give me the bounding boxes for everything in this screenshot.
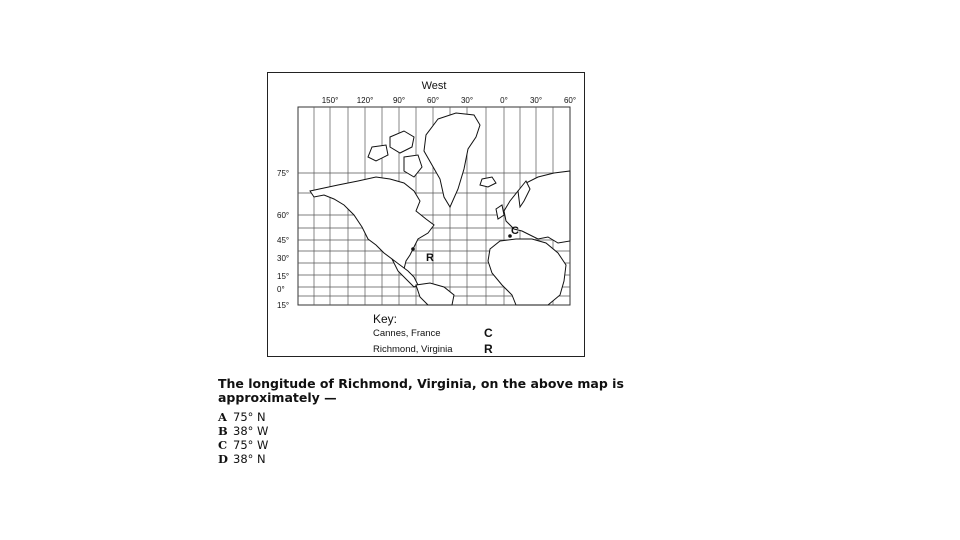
option-letter: A (218, 410, 227, 424)
latitude-labels (277, 169, 289, 310)
longitude-label: 120° (356, 96, 374, 105)
north-america-landmass (310, 177, 434, 269)
option-letter: B (218, 424, 228, 438)
question-stem (218, 377, 648, 405)
option-text: 38° W (233, 424, 269, 438)
option-text: 38° N (233, 452, 266, 466)
longitude-label: 150° (321, 96, 339, 105)
map-key (373, 312, 493, 356)
key-title: Key: (373, 312, 398, 326)
world-map-figure (267, 72, 585, 357)
question-stem-line: The longitude of Richmond, Virginia, on the above map is (218, 376, 624, 391)
option-letter: D (218, 452, 228, 466)
latitude-label: 30° (277, 254, 290, 263)
longitude-label: 0° (500, 96, 508, 105)
map-graphic (268, 73, 586, 358)
key-symbol: R (484, 342, 493, 356)
iceland-landmass (480, 177, 496, 187)
latitude-label: 15° (277, 301, 290, 310)
key-place: Richmond, Virginia (373, 344, 453, 355)
latitude-label: 15° (277, 272, 290, 281)
longitude-label: 30° (529, 96, 543, 105)
arctic-islands (368, 131, 422, 177)
continent-outlines (310, 113, 570, 305)
longitude-label: 60° (563, 96, 577, 105)
south-america-landmass (416, 283, 454, 305)
cannes-marker-label: C (511, 225, 519, 237)
answer-option-a[interactable] (218, 410, 648, 424)
latitude-label: 60° (277, 211, 290, 220)
question-stem-line: approximately — (218, 390, 337, 405)
longitude-label: 90° (392, 96, 406, 105)
question-block (218, 377, 648, 466)
latitude-label: 75° (277, 169, 290, 178)
latitude-label: 45° (277, 236, 290, 245)
africa-landmass (488, 239, 566, 305)
answer-option-d[interactable] (218, 452, 648, 466)
british-isles-landmass (496, 205, 504, 219)
latitude-label: 0° (277, 285, 285, 294)
map-heading: West (421, 80, 447, 92)
answer-option-c[interactable] (218, 438, 648, 452)
longitude-labels (322, 96, 576, 105)
longitude-label: 30° (460, 96, 474, 105)
richmond-marker-label: R (426, 252, 434, 264)
answer-option-b[interactable] (218, 424, 648, 438)
key-symbol: C (484, 326, 493, 340)
option-letter: C (218, 438, 228, 452)
key-place: Cannes, France (373, 328, 441, 339)
option-text: 75° W (233, 438, 269, 452)
longitude-label: 60° (426, 96, 440, 105)
richmond-dot (411, 247, 415, 251)
option-text: 75° N (233, 410, 266, 424)
